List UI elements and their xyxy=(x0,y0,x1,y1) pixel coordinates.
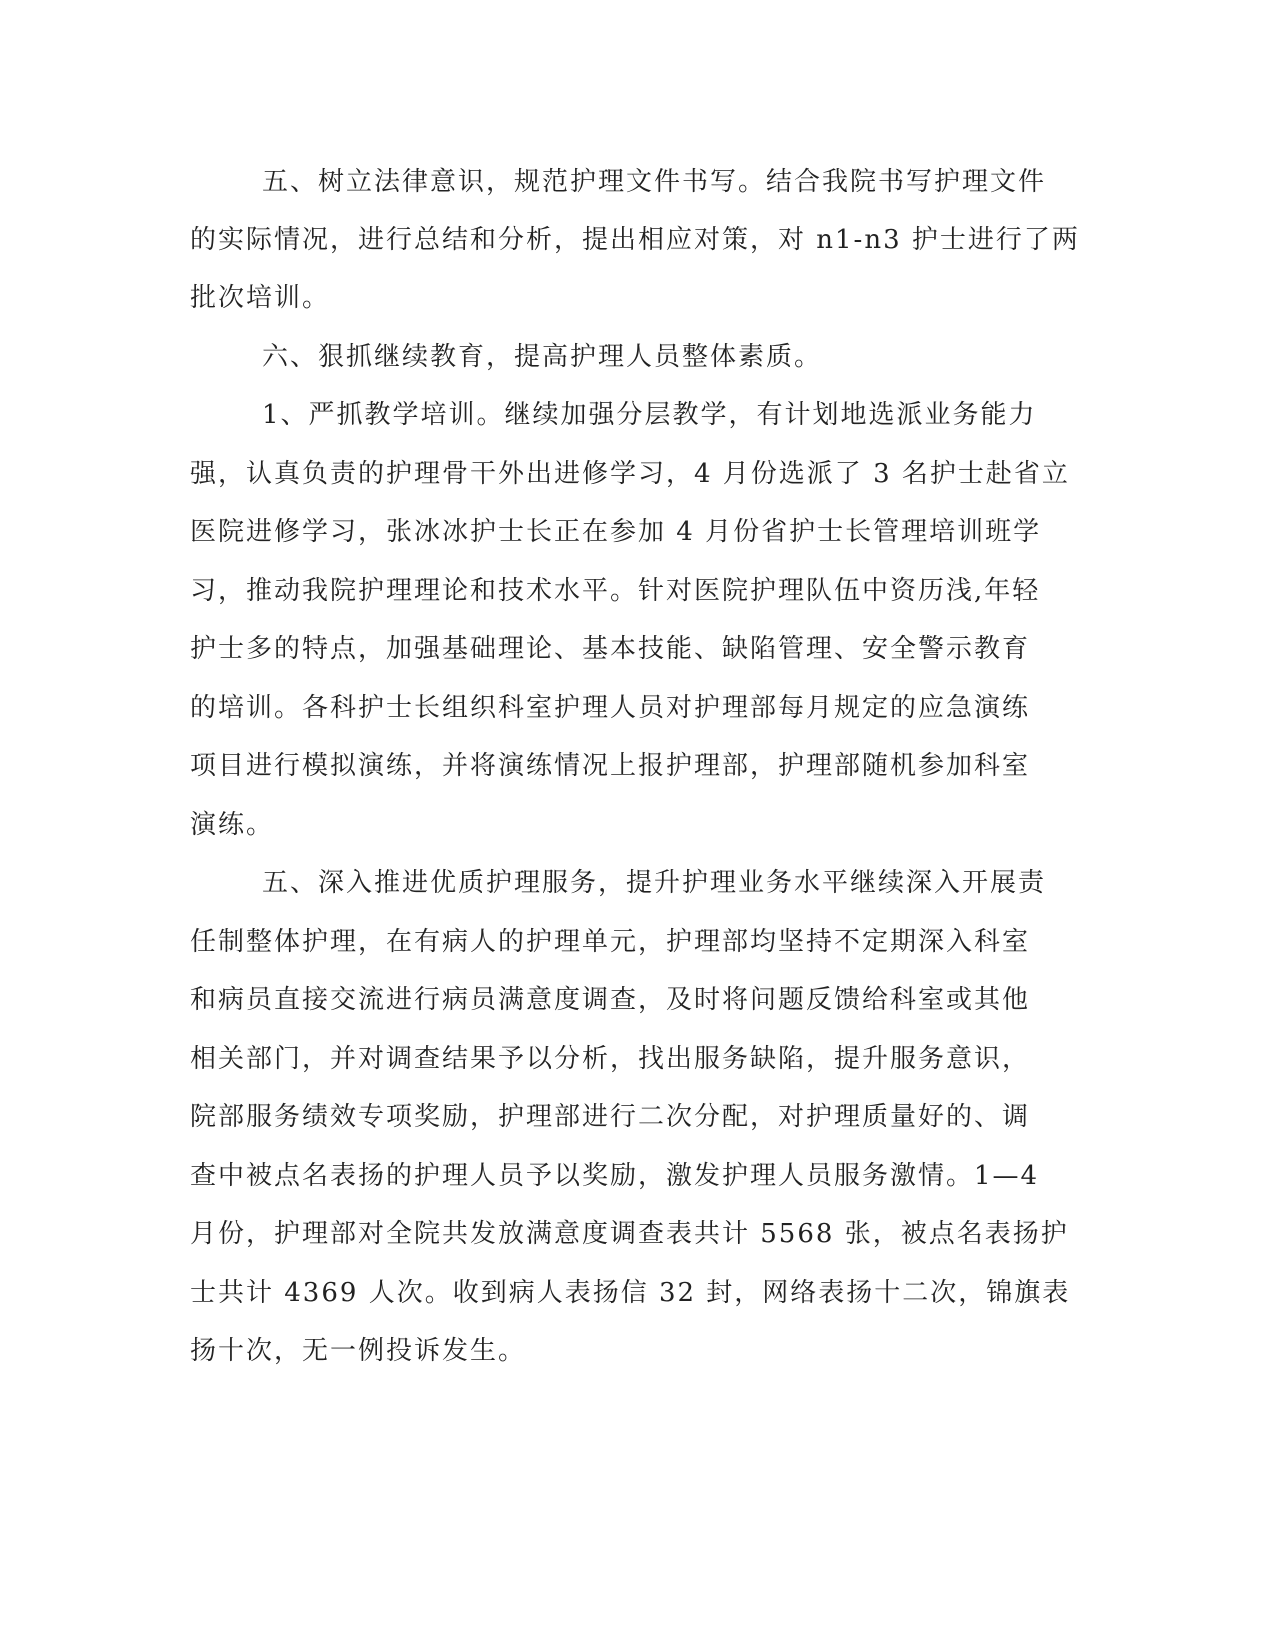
paragraph-line: 任制整体护理，在有病人的护理单元，护理部均坚持不定期深入科室 xyxy=(190,927,1031,957)
paragraph-line: 护士多的特点，加强基础理论、基本技能、缺陷管理、安全警示教育 xyxy=(190,634,1031,664)
paragraph-line: 查中被点名表扬的护理人员予以奖励，激发护理人员服务激情。1—4 xyxy=(190,1161,1040,1191)
paragraph-line: 项目进行模拟演练，并将演练情况上报护理部，护理部随机参加科室 xyxy=(190,751,1031,781)
paragraph-line: 批次培训。 xyxy=(190,283,331,313)
paragraph-line: 医院进修学习，张冰冰护士长正在参加 4 月份省护士长管理培训班学 xyxy=(190,517,1042,547)
paragraph-line: 和病员直接交流进行病员满意度调查，及时将问题反馈给科室或其他 xyxy=(190,985,1031,1015)
paragraph-line: 扬十次，无一例投诉发生。 xyxy=(190,1336,527,1366)
paragraph-line: 院部服务绩效专项奖励，护理部进行二次分配，对护理质量好的、调 xyxy=(190,1102,1031,1132)
paragraph-line: 强，认真负责的护理骨干外出进修学习，4 月份选派了 3 名护士赴省立 xyxy=(190,459,1070,489)
paragraph-line: 习，推动我院护理理论和技术水平。针对医院护理队伍中资历浅,年轻 xyxy=(190,576,1041,606)
paragraph-line: 相关部门，并对调查结果予以分析，找出服务缺陷，提升服务意识， xyxy=(190,1044,1031,1074)
paragraph-line: 演练。 xyxy=(190,810,275,840)
paragraph-line: 的培训。各科护士长组织科室护理人员对护理部每月规定的应急演练 xyxy=(190,693,1031,723)
paragraph-line: 士共计 4369 人次。收到病人表扬信 32 封，网络表扬十二次，锦旗表 xyxy=(190,1278,1071,1308)
section-5b-heading-line: 五、深入推进优质护理服务，提升护理业务水平继续深入开展责 xyxy=(262,868,1047,898)
section-6-heading-line: 六、狠抓继续教育，提高护理人员整体素质。 xyxy=(262,342,823,372)
item-1-heading-line: 1、严抓教学培训。继续加强分层教学，有计划地选派业务能力 xyxy=(262,400,1037,430)
paragraph-line: 月份，护理部对全院共发放满意度调查表共计 5568 张，被点名表扬护 xyxy=(190,1219,1069,1249)
paragraph-line: 的实际情况，进行总结和分析，提出相应对策，对 n1-n3 护士进行了两 xyxy=(190,225,1080,255)
section-5-heading-line: 五、树立法律意识，规范护理文件书写。结合我院书写护理文件 xyxy=(262,167,1047,197)
